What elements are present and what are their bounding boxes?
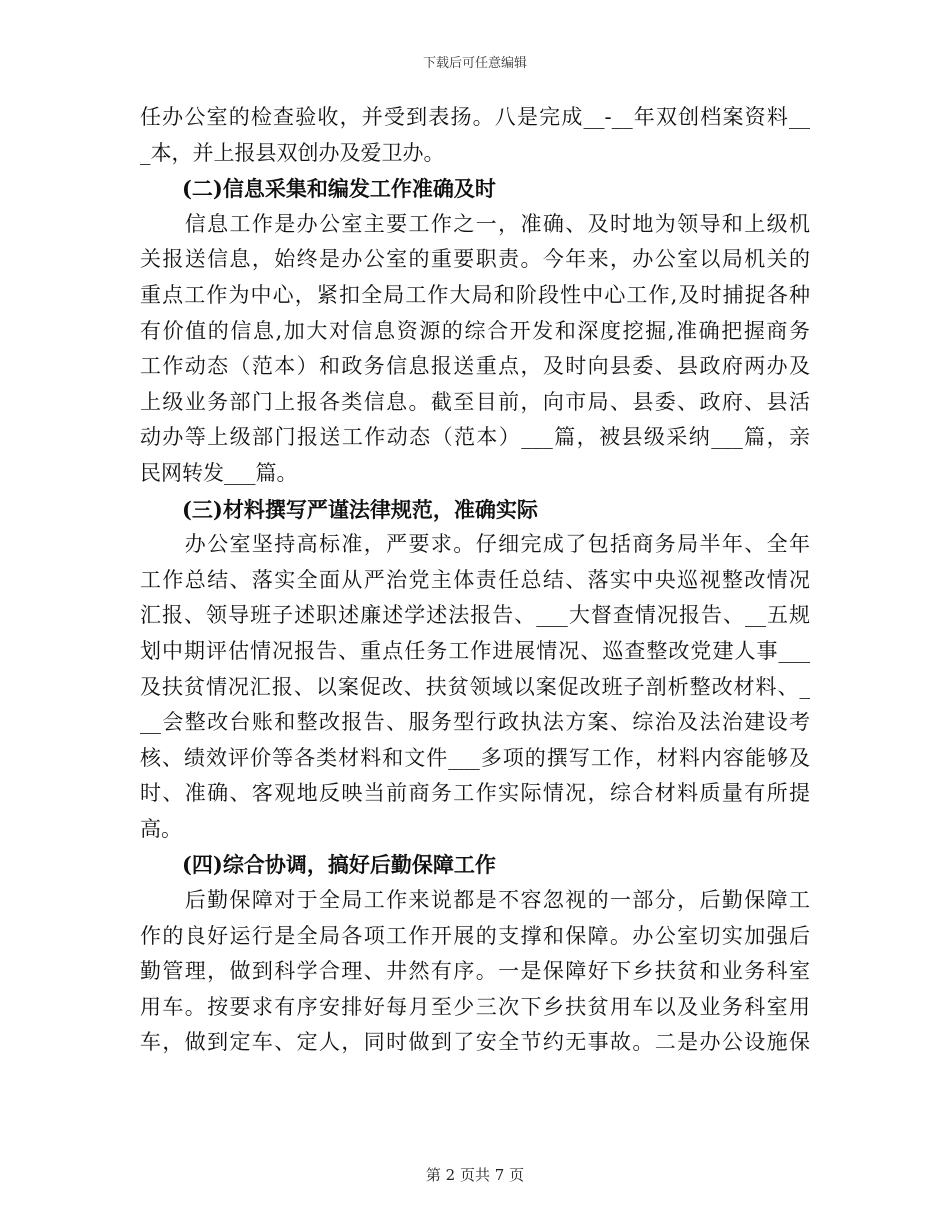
paragraph-line: 车，做到定车、定人，同时做到了安全节约无事故。二是办公设施保	[140, 1030, 810, 1055]
section-heading: (四)综合协调，搞好后勤保障工作	[140, 852, 496, 878]
page-header: 下载后可任意编辑	[422, 56, 527, 71]
paragraph-line: 及扶贫情况汇报、以案促改、扶贫领域以案促改班子剖析整改材料、_	[140, 674, 810, 699]
paragraph-line: 勤管理，做到科学合理、井然有序。一是保障好下乡扶贫和业务科室	[140, 959, 810, 984]
paragraph-line: 工作总结、落实全面从严治党主体责任总结、落实中央巡视整改情况	[140, 567, 810, 592]
paragraph-line: 办公室坚持高标准，严要求。仔细完成了包括商务局半年、全年	[140, 532, 810, 557]
paragraph-line: 上级业务部门上报各类信息。截至目前，向市局、县委、政府、县活	[140, 389, 810, 414]
page-footer: 第 2 页共 7 页	[425, 1166, 525, 1184]
section-heading: (三)材料撰写严谨法律规范，准确实际	[140, 496, 538, 522]
paragraph-line: 信息工作是办公室主要工作之一，准确、及时地为领导和上级机	[140, 211, 810, 236]
paragraph-line: 工作动态（范本）和政务信息报送重点，及时向县委、县政府两办及	[140, 354, 810, 379]
paragraph-line: __会整改台账和整改报告、服务型行政执法方案、综治及法治建设考	[140, 710, 810, 735]
paragraph-line: 动办等上级部门报送工作动态（范本）___篇，被县级采纳___篇，亲	[140, 425, 810, 450]
paragraph-line: 高。	[140, 816, 182, 841]
paragraph-line: 作的良好运行是全局各项工作开展的支撑和保障。办公室切实加强后	[140, 923, 810, 948]
paragraph-line: 用车。按要求有序安排好每月至少三次下乡扶贫用车以及业务科室用	[140, 994, 810, 1019]
paragraph-line: 时、准确、客观地反映当前商务工作实际情况，综合材料质量有所提	[140, 781, 810, 806]
paragraph-line: 任办公室的检查验收，并受到表扬。八是完成__-__年双创档案资料__	[140, 105, 810, 129]
paragraph-line: 有价值的信息,加大对信息资源的综合开发和深度挖掘,准确把握商务	[140, 318, 810, 343]
paragraph-line: 核、绩效评价等各类材料和文件___多项的撰写工作，材料内容能够及	[140, 745, 810, 770]
paragraph-line: 民网转发___篇。	[140, 460, 298, 485]
section-heading: (二)信息采集和编发工作准确及时	[140, 176, 496, 202]
paragraph-line: 关报送信息，始终是办公室的重要职责。今年来，办公室以局机关的	[140, 247, 810, 272]
paragraph-line: _本，并上报县双创办及爱卫办。	[140, 140, 445, 165]
paragraph-line: 汇报、领导班子述职述廉述学述法报告、___大督查情况报告、__五规	[140, 603, 810, 628]
paragraph-line: 后勤保障对于全局工作来说都是不容忽视的一部分，后勤保障工	[140, 888, 810, 913]
document-body	[140, 100, 810, 1061]
paragraph-line: 重点工作为中心，紧扣全局工作大局和阶段性中心工作,及时捕捉各种	[140, 282, 810, 307]
paragraph-line: 划中期评估情况报告、重点任务工作进展情况、巡查整改党建人事___	[140, 638, 810, 663]
